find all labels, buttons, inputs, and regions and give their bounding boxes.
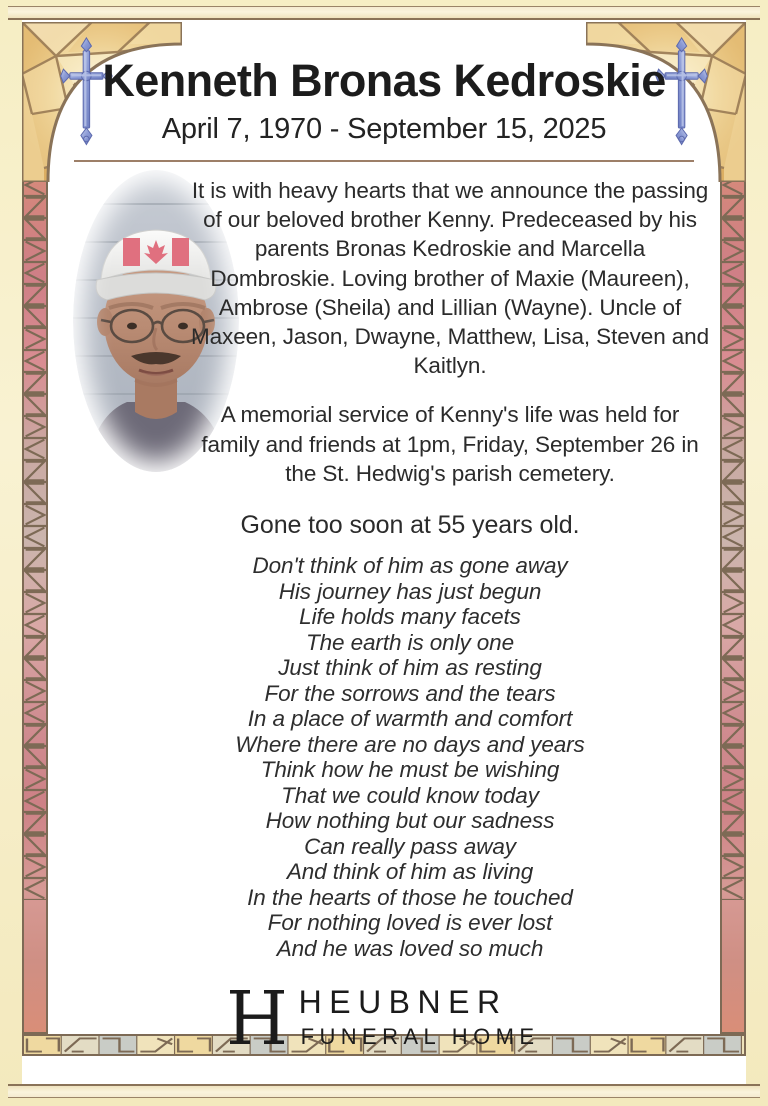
poem-line: Think how he must be wishing — [260, 757, 560, 782]
poem-line: In a place of warmth and comfort — [247, 706, 573, 731]
page-title: Kenneth Bronas Kedroskie — [102, 55, 666, 106]
poem-line: That we could know today — [281, 782, 539, 808]
obituary-paragraph: It is with heavy hearts that we announce the passing of our beloved brother Kenny. Predeceased by his parents Bronas Kedroskie and Marcella Dombroskie. Loving brother of Maxie (Maureen), Ambrose (Sheila) and Lillian (Wayne). Uncle of Maxeen, Jason, Dwayne, Matthew, Lisa, Steven and Kaitlyn. — [191, 178, 709, 379]
logo-subtitle: FUNERAL HOME — [300, 1024, 540, 1049]
poem-line: Can really pass away — [304, 833, 516, 859]
left-strip-lead-pattern — [24, 152, 46, 900]
logo-name: HEUBNER — [298, 984, 508, 1020]
obituary-paragraph: A memorial service of Kenny's life was held for family and friends at 1pm, Friday, September 26 in the St. Hedwig's parish cemetery. — [201, 402, 699, 486]
right-strip-lead-pattern — [722, 152, 744, 900]
left-border-stained-glass-strip — [22, 150, 48, 1034]
memorial-poem — [105, 553, 715, 961]
poem-line: For nothing loved is ever lost — [267, 910, 553, 935]
canada-flag — [123, 238, 189, 266]
poem-line: Just think of him as resting — [278, 655, 542, 680]
obituary-text — [190, 176, 710, 488]
poem-line: Don't think of him as gone away — [252, 553, 568, 578]
closing-line: Gone too soon at 55 years old. — [240, 511, 580, 539]
logo-wordmark — [299, 986, 540, 1048]
life-dates: April 7, 1970 - September 15, 2025 — [161, 112, 607, 145]
card-content — [50, 18, 718, 1088]
right-border-stained-glass-strip — [720, 150, 746, 1034]
poem-line: For the sorrows and the tears — [264, 680, 556, 706]
poem-line: Where there are no days and years — [235, 731, 585, 757]
poem-line: And think of him as living — [286, 859, 534, 884]
poem-line: In the hearts of those he touched — [247, 884, 573, 910]
funeral-home-logo — [50, 986, 718, 1048]
poem-line: Life holds many facets — [299, 604, 521, 629]
header-divider — [74, 160, 694, 162]
poem-line: His journey has just begun — [278, 578, 542, 604]
poem-line: And he was loved so much — [276, 935, 544, 961]
poem-line: How nothing but our sadness — [265, 808, 555, 833]
poem-line: The earth is only one — [305, 629, 515, 655]
heubner-monogram-icon — [229, 987, 285, 1047]
